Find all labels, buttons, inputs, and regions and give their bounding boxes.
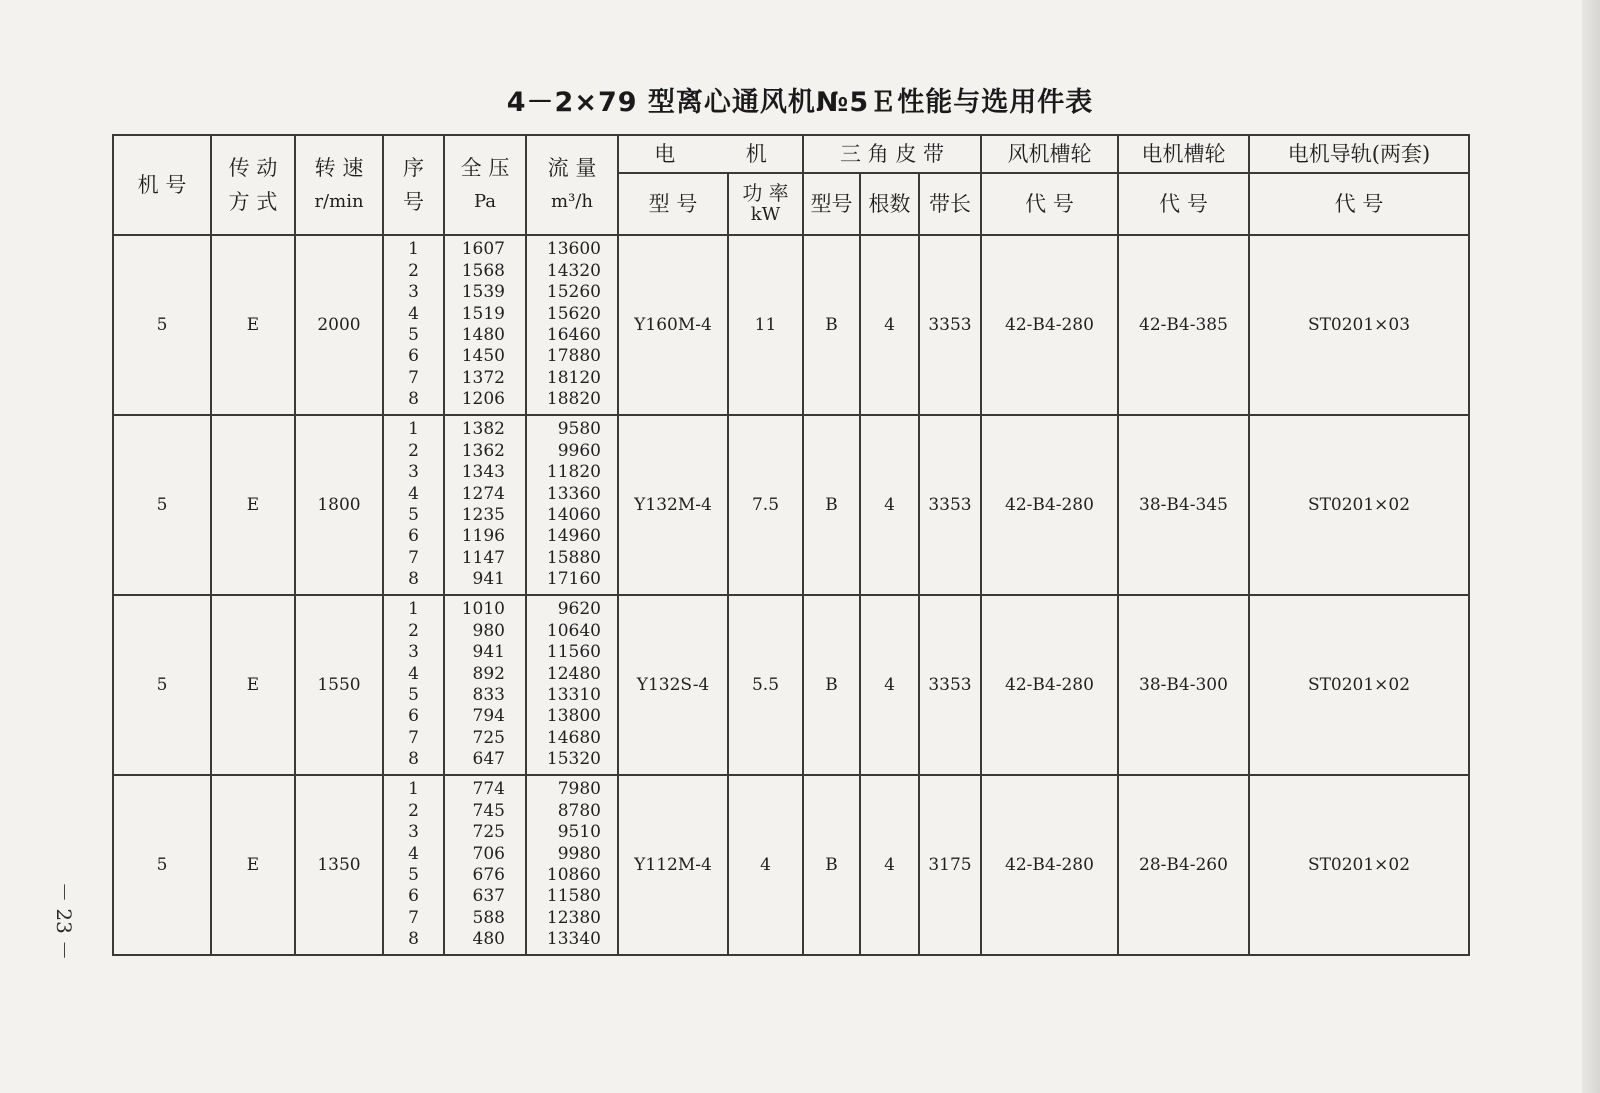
cell-flow-list xyxy=(526,415,618,595)
seq-value: 1 xyxy=(408,239,419,260)
header-motor-rail-code: 代 号 xyxy=(1249,173,1469,235)
cell-flow-list xyxy=(526,775,618,955)
cell-machine-no: 5 xyxy=(113,235,211,415)
pressure-value: 1519 xyxy=(461,303,505,324)
cell-flow-list xyxy=(526,595,618,775)
flow-value: 9580 xyxy=(557,419,601,440)
header-motor-power-unit: kW xyxy=(750,204,781,225)
cell-speed: 2000 xyxy=(295,235,383,415)
flow-value: 18820 xyxy=(546,389,601,410)
table-row xyxy=(113,235,1469,415)
pressure-value: 794 xyxy=(472,706,505,727)
cell-motor-rail-code: ST0201×02 xyxy=(1249,415,1469,595)
table-row xyxy=(113,415,1469,595)
cell-fan-pulley-code: 42-B4-280 xyxy=(981,415,1118,595)
cell-motor-pulley-code: 28-B4-260 xyxy=(1118,775,1249,955)
pressure-value: 980 xyxy=(472,620,505,641)
seq-value: 2 xyxy=(408,440,419,461)
flow-value: 14320 xyxy=(546,260,601,281)
pressure-value: 1539 xyxy=(461,282,505,303)
seq-value: 2 xyxy=(408,800,419,821)
pressure-value: 725 xyxy=(472,822,505,843)
pressure-value: 1372 xyxy=(461,367,505,388)
cell-motor-model: Y112M-4 xyxy=(618,775,728,955)
cell-machine-no: 5 xyxy=(113,775,211,955)
flow-value: 14960 xyxy=(546,526,601,547)
cell-belt-length: 3175 xyxy=(919,775,981,955)
cell-fan-pulley-code: 42-B4-280 xyxy=(981,775,1118,955)
header-belt-type: 型号 xyxy=(803,173,860,235)
header-flow-unit: m³/h xyxy=(551,191,593,212)
pressure-value: 676 xyxy=(472,865,505,885)
flow-value: 10640 xyxy=(546,620,601,641)
flow-value: 17160 xyxy=(546,569,601,590)
pressure-value: 725 xyxy=(472,727,505,748)
page-edge xyxy=(1582,0,1600,1093)
cell-motor-pulley-code: 38-B4-345 xyxy=(1118,415,1249,595)
flow-value: 9960 xyxy=(557,440,601,461)
pressure-value: 588 xyxy=(472,907,505,928)
cell-motor-power: 4 xyxy=(728,775,803,955)
page-number: － 23 － xyxy=(52,882,76,961)
pressure-value: 1362 xyxy=(461,440,505,461)
seq-value: 3 xyxy=(408,282,419,303)
cell-belt-type: B xyxy=(803,775,860,955)
flow-value: 7980 xyxy=(557,779,601,800)
header-drive-line1: 传 动 xyxy=(228,156,278,180)
pressure-value: 1568 xyxy=(461,260,505,281)
cell-motor-rail-code: ST0201×02 xyxy=(1249,775,1469,955)
flow-value: 15260 xyxy=(546,282,601,303)
header-motor-rail: 电机导轨(两套) xyxy=(1249,135,1469,173)
cell-belt-count: 4 xyxy=(860,775,919,955)
cell-pressure-list xyxy=(444,235,526,415)
header-drive xyxy=(211,135,295,235)
seq-value: 2 xyxy=(408,620,419,641)
cell-drive: E xyxy=(211,595,295,775)
header-speed-label: 转 速 xyxy=(314,156,364,180)
flow-value: 15880 xyxy=(546,547,601,568)
pressure-value: 1235 xyxy=(461,505,505,525)
flow-value: 12480 xyxy=(546,663,601,684)
header-drive-line2: 方 式 xyxy=(228,190,278,214)
header-speed xyxy=(295,135,383,235)
flow-value: 13600 xyxy=(546,239,601,260)
seq-value: 4 xyxy=(408,303,419,324)
header-motor-group-char1: 电 xyxy=(654,142,676,166)
header-motor-power-label: 功 率 xyxy=(742,181,789,205)
seq-value: 7 xyxy=(408,907,419,928)
flow-value: 15620 xyxy=(546,303,601,324)
table-row xyxy=(113,595,1469,775)
flow-value: 10860 xyxy=(546,865,601,885)
header-motor-pulley: 电机槽轮 xyxy=(1118,135,1249,173)
flow-value: 11560 xyxy=(546,642,601,663)
seq-value: 1 xyxy=(408,779,419,800)
flow-value: 12380 xyxy=(546,907,601,928)
seq-value: 4 xyxy=(408,663,419,684)
pressure-value: 941 xyxy=(472,569,505,590)
seq-value: 5 xyxy=(408,325,419,345)
cell-machine-no: 5 xyxy=(113,595,211,775)
header-seq-line1: 序 xyxy=(403,156,424,180)
cell-pressure-list xyxy=(444,775,526,955)
seq-value: 3 xyxy=(408,642,419,663)
cell-seq-list xyxy=(383,235,444,415)
pressure-value: 833 xyxy=(472,685,505,705)
cell-belt-count: 4 xyxy=(860,235,919,415)
header-seq-line2: 号 xyxy=(403,190,424,214)
header-fan-pulley-code: 代 号 xyxy=(981,173,1118,235)
cell-seq-list xyxy=(383,775,444,955)
pressure-value: 480 xyxy=(472,929,505,950)
pressure-value: 1206 xyxy=(461,389,505,410)
seq-value: 3 xyxy=(408,822,419,843)
flow-value: 11580 xyxy=(546,886,601,907)
seq-value: 3 xyxy=(408,462,419,483)
seq-value: 5 xyxy=(408,865,419,885)
cell-fan-pulley-code: 42-B4-280 xyxy=(981,235,1118,415)
cell-pressure-list xyxy=(444,595,526,775)
flow-value: 17880 xyxy=(546,346,601,367)
cell-belt-length: 3353 xyxy=(919,595,981,775)
pressure-value: 1382 xyxy=(461,419,505,440)
performance-table xyxy=(112,134,1470,956)
header-flow xyxy=(526,135,618,235)
header-pressure-label: 全 压 xyxy=(460,156,510,180)
seq-value: 4 xyxy=(408,483,419,504)
pressure-value: 1480 xyxy=(461,325,505,345)
flow-value: 9980 xyxy=(557,843,601,864)
header-fan-pulley: 风机槽轮 xyxy=(981,135,1118,173)
cell-motor-rail-code: ST0201×03 xyxy=(1249,235,1469,415)
seq-value: 8 xyxy=(408,569,419,590)
header-belt-group: 三 角 皮 带 xyxy=(803,135,981,173)
pressure-value: 774 xyxy=(472,779,505,800)
header-motor-power xyxy=(728,173,803,235)
flow-value: 14060 xyxy=(546,505,601,525)
flow-value: 8780 xyxy=(557,800,601,821)
seq-value: 6 xyxy=(408,346,419,367)
header-machine-no: 机 号 xyxy=(113,135,211,235)
cell-speed: 1800 xyxy=(295,415,383,595)
cell-belt-count: 4 xyxy=(860,595,919,775)
header-belt-length: 带长 xyxy=(919,173,981,235)
cell-motor-model: Y160M-4 xyxy=(618,235,728,415)
cell-fan-pulley-code: 42-B4-280 xyxy=(981,595,1118,775)
cell-seq-list xyxy=(383,595,444,775)
cell-speed: 1350 xyxy=(295,775,383,955)
flow-value: 16460 xyxy=(546,325,601,345)
flow-value: 13360 xyxy=(546,483,601,504)
pressure-value: 745 xyxy=(472,800,505,821)
cell-motor-pulley-code: 38-B4-300 xyxy=(1118,595,1249,775)
pressure-value: 647 xyxy=(472,749,505,770)
pressure-value: 1274 xyxy=(461,483,505,504)
cell-flow-list xyxy=(526,235,618,415)
pressure-value: 1607 xyxy=(461,239,505,260)
flow-value: 13340 xyxy=(546,929,601,950)
seq-value: 1 xyxy=(408,419,419,440)
header-motor-pulley-code: 代 号 xyxy=(1118,173,1249,235)
cell-pressure-list xyxy=(444,415,526,595)
cell-machine-no: 5 xyxy=(113,415,211,595)
flow-value: 9510 xyxy=(557,822,601,843)
pressure-value: 1010 xyxy=(461,599,505,620)
page-title: 4－2×79 型离心通风机№5Ｅ性能与选用件表 xyxy=(506,87,1094,118)
seq-value: 1 xyxy=(408,599,419,620)
cell-motor-model: Y132M-4 xyxy=(618,415,728,595)
seq-value: 5 xyxy=(408,505,419,525)
cell-motor-rail-code: ST0201×02 xyxy=(1249,595,1469,775)
header-seq xyxy=(383,135,444,235)
header-pressure xyxy=(444,135,526,235)
cell-belt-type: B xyxy=(803,235,860,415)
seq-value: 7 xyxy=(408,547,419,568)
header-speed-unit: r/min xyxy=(314,191,364,212)
seq-value: 7 xyxy=(408,367,419,388)
cell-drive: E xyxy=(211,235,295,415)
header-motor-group xyxy=(618,135,803,173)
seq-value: 8 xyxy=(408,389,419,410)
cell-seq-list xyxy=(383,415,444,595)
pressure-value: 1196 xyxy=(461,526,505,547)
cell-belt-count: 4 xyxy=(860,415,919,595)
flow-value: 11820 xyxy=(546,462,601,483)
flow-value: 13800 xyxy=(546,706,601,727)
seq-value: 2 xyxy=(408,260,419,281)
seq-value: 7 xyxy=(408,727,419,748)
flow-value: 18120 xyxy=(546,367,601,388)
pressure-value: 1343 xyxy=(461,462,505,483)
pressure-value: 941 xyxy=(472,642,505,663)
flow-value: 13310 xyxy=(546,685,601,705)
seq-value: 8 xyxy=(408,929,419,950)
cell-belt-type: B xyxy=(803,595,860,775)
pressure-value: 706 xyxy=(472,843,505,864)
cell-belt-length: 3353 xyxy=(919,415,981,595)
header-flow-label: 流 量 xyxy=(547,156,597,180)
cell-drive: E xyxy=(211,415,295,595)
seq-value: 4 xyxy=(408,843,419,864)
header-pressure-unit: Pa xyxy=(473,191,497,212)
seq-value: 6 xyxy=(408,886,419,907)
cell-motor-power: 7.5 xyxy=(728,415,803,595)
header-row-1 xyxy=(113,135,1469,173)
pressure-value: 892 xyxy=(472,663,505,684)
pressure-value: 1147 xyxy=(461,547,505,568)
table-row xyxy=(113,775,1469,955)
cell-drive: E xyxy=(211,775,295,955)
seq-value: 6 xyxy=(408,706,419,727)
cell-motor-pulley-code: 42-B4-385 xyxy=(1118,235,1249,415)
seq-value: 6 xyxy=(408,526,419,547)
pressure-value: 1450 xyxy=(461,346,505,367)
flow-value: 14680 xyxy=(546,727,601,748)
cell-belt-type: B xyxy=(803,415,860,595)
cell-belt-length: 3353 xyxy=(919,235,981,415)
cell-motor-power: 11 xyxy=(728,235,803,415)
seq-value: 8 xyxy=(408,749,419,770)
cell-motor-model: Y132S-4 xyxy=(618,595,728,775)
header-motor-group-char2: 机 xyxy=(745,142,767,166)
flow-value: 15320 xyxy=(546,749,601,770)
cell-motor-power: 5.5 xyxy=(728,595,803,775)
header-belt-count: 根数 xyxy=(860,173,919,235)
header-motor-model: 型 号 xyxy=(618,173,728,235)
flow-value: 9620 xyxy=(557,599,601,620)
seq-value: 5 xyxy=(408,685,419,705)
pressure-value: 637 xyxy=(472,886,505,907)
cell-speed: 1550 xyxy=(295,595,383,775)
